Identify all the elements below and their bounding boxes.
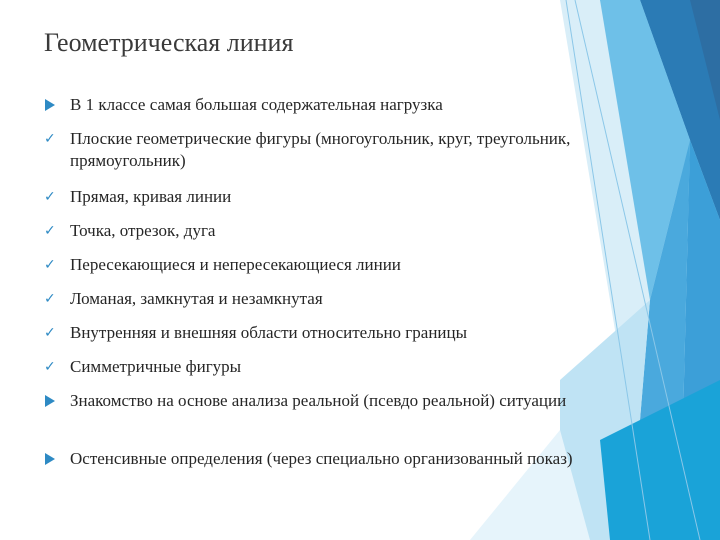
bullet-text: Симметричные фигуры bbox=[70, 357, 242, 376]
check-icon: ✓ bbox=[44, 223, 56, 239]
bullet-item bbox=[44, 186, 574, 208]
bullet-text: Пересекающиеся и непересекающиеся линии bbox=[70, 255, 401, 274]
arrow-icon bbox=[44, 448, 70, 470]
bullet-text: Прямая, кривая линии bbox=[70, 187, 232, 206]
bullet-item bbox=[44, 288, 574, 310]
bullet-text: Плоские геометрические фигуры (многоугольник, круг, треугольник, прямоугольник) bbox=[70, 129, 571, 170]
check-icon: ✓ bbox=[44, 257, 56, 273]
check-icon: ✓ bbox=[44, 359, 56, 375]
bullet-text: Точка, отрезок, дуга bbox=[70, 221, 216, 240]
bullet-text: Знакомство на основе анализа реальной (псевдо реальной) ситуации bbox=[70, 391, 567, 410]
check-icon: ✓ bbox=[44, 291, 56, 307]
bullet-item bbox=[44, 390, 574, 412]
bullet-item bbox=[44, 322, 574, 344]
bullet-item bbox=[44, 128, 574, 172]
arrow-icon bbox=[44, 94, 70, 116]
bullet-item bbox=[44, 220, 574, 242]
bullet-item bbox=[44, 254, 574, 276]
arrow-icon bbox=[44, 390, 70, 412]
check-icon: ✓ bbox=[44, 189, 56, 205]
bullet-item bbox=[44, 94, 574, 116]
slide-title: Геометрическая линия bbox=[44, 28, 294, 57]
bullet-text: Внутренняя и внешняя области относительно границы bbox=[70, 323, 468, 342]
bullet-text: В 1 классе самая большая содержательная нагрузка bbox=[70, 95, 443, 114]
check-icon: ✓ bbox=[44, 131, 56, 147]
bullet-item bbox=[44, 356, 574, 378]
bullet-text: Остенсивные определения (через специально организованный показ) bbox=[70, 449, 573, 468]
check-icon: ✓ bbox=[44, 325, 56, 341]
bullet-text: Ломаная, замкнутая и незамкнутая bbox=[70, 289, 323, 308]
bullet-item bbox=[44, 448, 574, 470]
